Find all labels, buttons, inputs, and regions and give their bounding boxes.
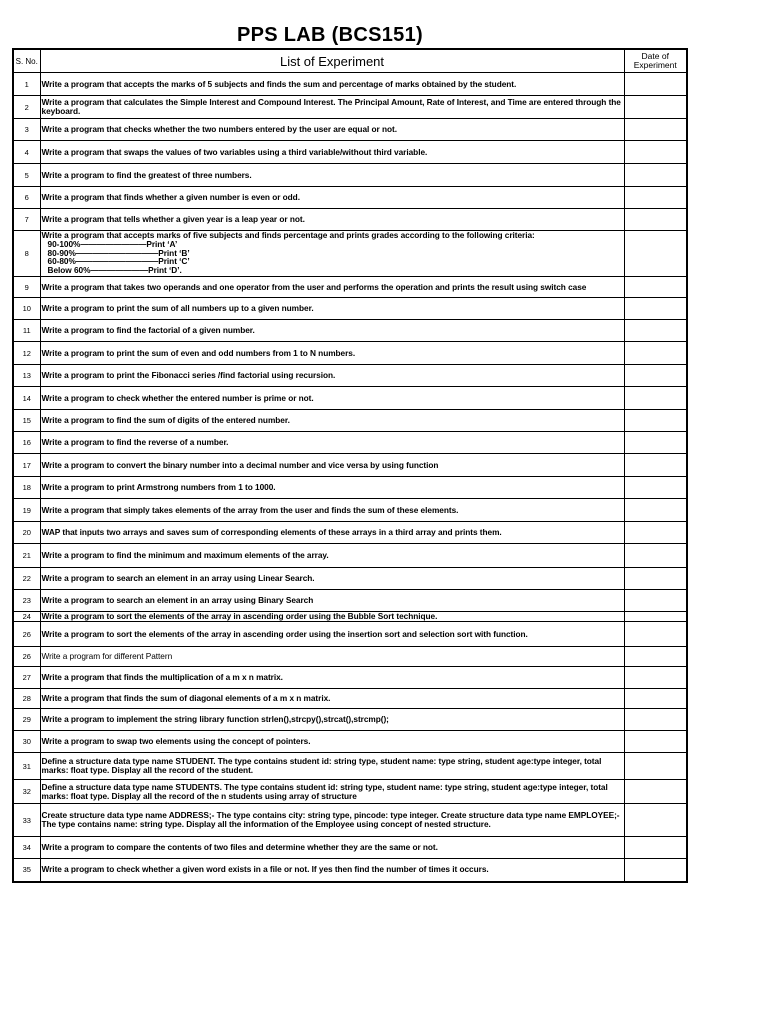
grade-criteria-line: 60-80%——————————Print ‘C’	[47, 256, 190, 267]
serial-number-cell: 8	[13, 231, 40, 277]
experiment-description-cell: Write a program that tells whether a given year is a leap year or not.	[40, 209, 624, 231]
table-row	[13, 231, 687, 277]
table-row	[13, 859, 687, 882]
experiment-description-cell: Define a structure data type name STUDENT. The type contains student id: string type, student name: type string, student age:type integer, total marks: float type. Display all the record of the student.	[40, 753, 624, 780]
date-cell[interactable]	[624, 73, 687, 96]
experiment-description-cell: Write a program to print the sum of all numbers up to a given number.	[40, 298, 624, 320]
table-row	[13, 622, 687, 647]
serial-number-cell: 9	[13, 277, 40, 298]
experiment-description-cell: Write a program to find the minimum and maximum elements of the array.	[40, 544, 624, 568]
experiment-description-cell: Write a program to find the factorial of a given number.	[40, 320, 624, 342]
serial-number-cell: 35	[13, 859, 40, 882]
table-row	[13, 365, 687, 387]
serial-number-cell: 13	[13, 365, 40, 387]
table-row	[13, 709, 687, 731]
serial-number-cell: 10	[13, 298, 40, 320]
date-cell[interactable]	[624, 689, 687, 709]
serial-number-cell: 4	[13, 141, 40, 164]
serial-number-cell: 27	[13, 667, 40, 689]
date-cell[interactable]	[624, 477, 687, 499]
experiment-description-cell: Write a program that calculates the Simple Interest and Compound Interest. The Principal Amount, Rate of Interest, and Time are entered through the keyboard.	[40, 96, 624, 119]
date-cell[interactable]	[624, 590, 687, 612]
table-row	[13, 96, 687, 119]
experiment-description-cell: Write a program to check whether a given word exists in a file or not. If yes then find the number of times it occurs.	[40, 859, 624, 882]
experiment-description-cell: Write a program that takes two operands and one operator from the user and performs the operation and prints the result using switch case	[40, 277, 624, 298]
serial-number-cell: 3	[13, 119, 40, 141]
date-cell[interactable]	[624, 365, 687, 387]
serial-number-cell: 7	[13, 209, 40, 231]
serial-number-cell: 31	[13, 753, 40, 780]
serial-number-cell: 5	[13, 164, 40, 187]
grade-criteria-line: Below 60%———————Print ‘D’.	[47, 265, 182, 276]
table-row	[13, 780, 687, 804]
table-row	[13, 837, 687, 859]
experiment-description-cell: WAP that inputs two arrays and saves sum of corresponding elements of these arrays in a third array and prints them.	[40, 522, 624, 544]
experiment-description-cell: Write a program to print the Fibonacci series /find factorial using recursion.	[40, 365, 624, 387]
date-cell[interactable]	[624, 859, 687, 882]
table-row	[13, 753, 687, 780]
table-row	[13, 647, 687, 667]
serial-number-cell: 29	[13, 709, 40, 731]
experiment-description-cell: Write a program to find the sum of digits of the entered number.	[40, 410, 624, 432]
table-row	[13, 522, 687, 544]
experiment-description-cell: Write a program to compare the contents of two files and determine whether they are the same or not.	[40, 837, 624, 859]
experiment-description-cell: Write a program to find the reverse of a number.	[40, 432, 624, 454]
experiment-description-cell: Write a program that finds whether a given number is even or odd.	[40, 187, 624, 209]
date-cell[interactable]	[624, 96, 687, 119]
date-cell[interactable]	[624, 410, 687, 432]
serial-number-cell: 30	[13, 731, 40, 753]
table-row	[13, 499, 687, 522]
header-serial-number: S. No.	[13, 49, 40, 73]
date-cell[interactable]	[624, 277, 687, 298]
table-row	[13, 568, 687, 590]
date-cell[interactable]	[624, 522, 687, 544]
serial-number-cell: 33	[13, 804, 40, 837]
table-row	[13, 320, 687, 342]
experiment-description-cell: Write a program to swap two elements using the concept of pointers.	[40, 731, 624, 753]
experiment-description-cell: Write a program that simply takes elements of the array from the user and finds the sum of these elements.	[40, 499, 624, 522]
date-cell[interactable]	[624, 667, 687, 689]
experiment-description-cell: Write a program that finds the multiplication of a m x n matrix.	[40, 667, 624, 689]
table-row	[13, 164, 687, 187]
experiment-description-text: Write a program that accepts marks of five subjects and finds percentage and prints grades according to the following criteria:	[41, 230, 535, 240]
experiment-description-cell: Write a program to search an element in an array using Binary Search	[40, 590, 624, 612]
table-header-row	[13, 49, 687, 73]
table-row	[13, 410, 687, 432]
serial-number-cell: 18	[13, 477, 40, 499]
table-row	[13, 612, 687, 622]
table-row	[13, 387, 687, 410]
experiment-description-cell: Write a program to search an element in an array using Linear Search.	[40, 568, 624, 590]
date-cell[interactable]	[624, 499, 687, 522]
table-row	[13, 804, 687, 837]
experiment-description-cell: Write a program to implement the string library function strlen(),strcpy(),strcat(),strcmp();	[40, 709, 624, 731]
date-cell[interactable]	[624, 432, 687, 454]
serial-number-cell: 34	[13, 837, 40, 859]
date-cell[interactable]	[624, 731, 687, 753]
serial-number-cell: 32	[13, 780, 40, 804]
table-row	[13, 689, 687, 709]
date-cell[interactable]	[624, 187, 687, 209]
date-cell[interactable]	[624, 320, 687, 342]
date-cell[interactable]	[624, 804, 687, 837]
table-row	[13, 454, 687, 477]
serial-number-cell: 22	[13, 568, 40, 590]
table-row	[13, 187, 687, 209]
experiment-description-cell: Write a program to find the greatest of three numbers.	[40, 164, 624, 187]
date-cell[interactable]	[624, 612, 687, 622]
date-cell[interactable]	[624, 298, 687, 320]
experiment-description-cell: Write a program that finds the sum of diagonal elements of a m x n matrix.	[40, 689, 624, 709]
experiment-description-cell: Write a program that checks whether the two numbers entered by the user are equal or not.	[40, 119, 624, 141]
date-cell[interactable]	[624, 780, 687, 804]
experiment-description-cell: Define a structure data type name STUDENTS. The type contains student id: string type, student name: type string, student age:type integer, total marks: float type. Display all the record of the n students using array of structure	[40, 780, 624, 804]
experiment-description-cell: Write a program to check whether the entered number is prime or not.	[40, 387, 624, 410]
date-cell[interactable]	[624, 753, 687, 780]
date-cell[interactable]	[624, 231, 687, 277]
table-row	[13, 667, 687, 689]
serial-number-cell: 19	[13, 499, 40, 522]
experiment-description-cell: Write a program that accepts the marks of 5 subjects and finds the sum and percentage of marks obtained by the student.	[40, 73, 624, 96]
experiment-description-cell	[40, 231, 624, 277]
table-row	[13, 298, 687, 320]
serial-number-cell: 21	[13, 544, 40, 568]
serial-number-cell: 24	[13, 612, 40, 622]
serial-number-cell: 26	[13, 622, 40, 647]
table-row	[13, 277, 687, 298]
serial-number-cell: 11	[13, 320, 40, 342]
table-row	[13, 209, 687, 231]
date-cell[interactable]	[624, 342, 687, 365]
date-cell[interactable]	[624, 647, 687, 667]
experiment-description-cell: Write a program that swaps the values of two variables using a third variable/without third variable.	[40, 141, 624, 164]
serial-number-cell: 17	[13, 454, 40, 477]
experiment-description-cell: Create structure data type name ADDRESS;- The type contains city: string type, pincode: type integer. Create structure data type name EMPLOYEE;- The type contains name: string type. Display all the information of the Employee using concept of nested structure.	[40, 804, 624, 837]
serial-number-cell: 2	[13, 96, 40, 119]
table-row	[13, 544, 687, 568]
serial-number-cell: 23	[13, 590, 40, 612]
date-cell[interactable]	[624, 164, 687, 187]
grade-criteria-line: 90-100%————————Print ‘A’	[47, 238, 178, 249]
table-row	[13, 477, 687, 499]
experiment-description-cell: Write a program to sort the elements of the array in ascending order using the insertion sort and selection sort with function.	[40, 622, 624, 647]
serial-number-cell: 6	[13, 187, 40, 209]
experiment-description-cell: Write a program to sort the elements of the array in ascending order using the Bubble Sort technique.	[40, 612, 624, 622]
date-cell[interactable]	[624, 544, 687, 568]
date-cell[interactable]	[624, 141, 687, 164]
header-experiment-list: List of Experiment	[40, 49, 624, 73]
date-cell[interactable]	[624, 209, 687, 231]
table-row	[13, 731, 687, 753]
serial-number-cell: 20	[13, 522, 40, 544]
experiment-description-cell: Write a program for different Pattern	[40, 647, 624, 667]
table-row	[13, 119, 687, 141]
serial-number-cell: 16	[13, 432, 40, 454]
header-date-line2: Experiment	[633, 60, 677, 70]
serial-number-cell: 15	[13, 410, 40, 432]
table-row	[13, 590, 687, 612]
date-cell[interactable]	[624, 622, 687, 647]
serial-number-cell: 1	[13, 73, 40, 96]
experiment-description-cell: Write a program to print the sum of even and odd numbers from 1 to N numbers.	[40, 342, 624, 365]
date-cell[interactable]	[624, 568, 687, 590]
serial-number-cell: 26	[13, 647, 40, 667]
serial-number-cell: 28	[13, 689, 40, 709]
experiment-table	[12, 48, 688, 883]
date-cell[interactable]	[624, 387, 687, 410]
table-row	[13, 342, 687, 365]
experiment-description-cell: Write a program to print Armstrong numbers from 1 to 1000.	[40, 477, 624, 499]
experiment-description-cell: Write a program to convert the binary number into a decimal number and vice versa by using function	[40, 454, 624, 477]
serial-number-cell: 12	[13, 342, 40, 365]
date-cell[interactable]	[624, 119, 687, 141]
grade-criteria-line: 80-90%——————————Print ‘B’	[47, 247, 190, 258]
header-date-line1: Date of	[641, 51, 669, 61]
header-date-of-experiment	[624, 49, 687, 73]
serial-number-cell: 14	[13, 387, 40, 410]
date-cell[interactable]	[624, 709, 687, 731]
table-row	[13, 141, 687, 164]
table-row	[13, 73, 687, 96]
date-cell[interactable]	[624, 454, 687, 477]
page-title: PPS LAB (BCS151)	[237, 24, 423, 46]
table-row	[13, 432, 687, 454]
date-cell[interactable]	[624, 837, 687, 859]
